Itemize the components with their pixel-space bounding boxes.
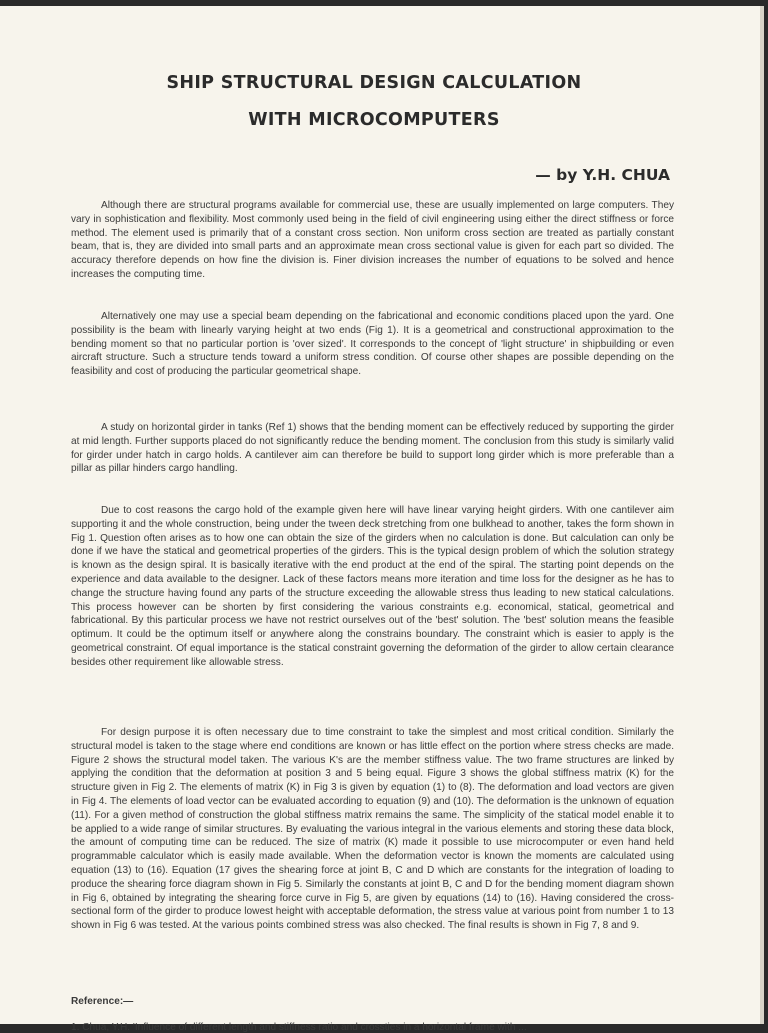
- body-paragraph: A study on horizontal girder in tanks (Ref 1) shows that the bending moment can be effectively reduced by supporting the girder at mid length. Further supports placed do not significantly reduce the bending moment. The conclusion from this study is similarly valid for girder under hatch in cargo holds. A cantilever aim can therefore be build to support long girder which is more preferable than a pillar as pillar hinders cargo handling.: [71, 422, 674, 475]
- body-paragraph: Due to cost reasons the cargo hold of the example given here will have linear varying height girders. With one cantilever aim supporting it and the whole construction, being under the tween deck stretching from one bulkhead to another, takes the form shown in Fig 1. Question often arises as to how one can obtain the size of the girders when no calculation is done. But calculation can only be done if we have the statical and geometrical properties of the girders. This is the typical design problem of which the solution strategy is known as the design spiral. It is basically iterative with the end product at the end of the spiral. The starting point depends on the experience and data available to the designer. Lack of these factors means more iteration and time loss for the designer as he has to change the structure having found any parts of the structure exceeding the allowable stress thus leading to new statical calculations. This process however can be shorten by first considering the various constraints e.g. economical, statical, geometrical and fabricational. By this particular process we have not restrict ourselves out of the 'best' solution. The 'best' solution means the feasible optimum. It could be the optimum itself or anywhere along the constrains boundary. The constraint which is easier to apply is the geometrical constraint. Of equal importance is the statical constraint governing the deformation of the girder to allow certain clearance besides other requirement like allowable stress.: [71, 505, 674, 668]
- body-paragraph: Alternatively one may use a special beam depending on the fabricational and economic conditions placed upon the yard. One possibility is the beam with linearly varying height at two ends (Fig 1). It is a geometrical and constructional approximation to the bending moment so that no particular portion is 'over sized'. It corresponds to the concept of 'light structure' in shipbuilding or even aircraft structure. Such a structure tends toward a uniform stress condition. Of course other shapes are possible depending on the feasibility and cost of producing the particular geometrical shape.: [71, 311, 674, 378]
- document-title-line-2: WITH MICROCOMPUTERS: [248, 110, 500, 130]
- reference-item: 1. Chua, Y.H. 'Influence of different length and stiffness ratio and crossties in a horizontal frame with ...: [71, 1022, 527, 1033]
- body-paragraph: For design purpose it is often necessary due to time constraint to take the simplest and most critical condition. Similarly the structural model is taken to the stage where end conditions are known or has little effect on the portion where stress checks are made. Figure 2 shows the structural model taken. The various K's are the member stiffness value. The two frame structures are linked by applying the condition that the deformation at position 3 and 5 being equal. Figure 3 shows the global stiffness matrix (K) for the structure given in Fig 2. The elements of matrix (K) in Fig 3 is given by equation (1) to (8). The deformation and load vectors are given in Fig 4. The elements of load vector can be evaluated according to equation (9) and (10). The deformation is the unknown of equation (11). For a given method of construction the global stiffness matrix remains the same. The simplicity of the statical model enable it to be applied to a wide range of similar structures. By evaluating the various integral in the various elements and storing these data block, the amount of computing time can be reduced. The size of matrix (K) made it possible to use microcomputer or even hand held programmable calculator which is easily made available. When the deformation vector is known the moments are calculated using equation (13) to (16). Equation (17 gives the shearing force at joint B, C and D which are constants for the integration of loading to produce the shearing force diagram shown in Fig 5. Similarly the constants at joint B, C and D for the bending moment diagram shown in Fig 6, obtained by integrating the shearing force curve in Fig 5, are given by equations (14) to (16). Having considered the cross-sectional form of the girder to produce lowest height with acceptable deformation, the stress value at various point from number 1 to 13 shown in Fig 6 was tested. At the various points combined stress was also checked. The final results is shown in Fig 7, 8 and 9.: [71, 727, 674, 932]
- document-page: [0, 6, 764, 1033]
- author-byline: — by Y.H. CHUA: [535, 166, 670, 184]
- reference-heading: Reference:—: [71, 996, 134, 1007]
- document-title-line-1: SHIP STRUCTURAL DESIGN CALCULATION: [166, 73, 582, 93]
- body-paragraph: Although there are structural programs available for commercial use, these are usually implemented on large computers. They vary in sophistication and flexibility. Most commonly used being in the field of civil engineering using either the direct stiffness or force method. The element used is primarily that of a constant cross section. Non uniform cross section are treated as partially constant beam, that is, they are divided into small parts and an approximate mean cross sectional value is given for each part so divided. The accuracy therefore depends on how fine the division is. Finer division increases the number of equations to be solved and hence increases the computing time.: [71, 200, 674, 280]
